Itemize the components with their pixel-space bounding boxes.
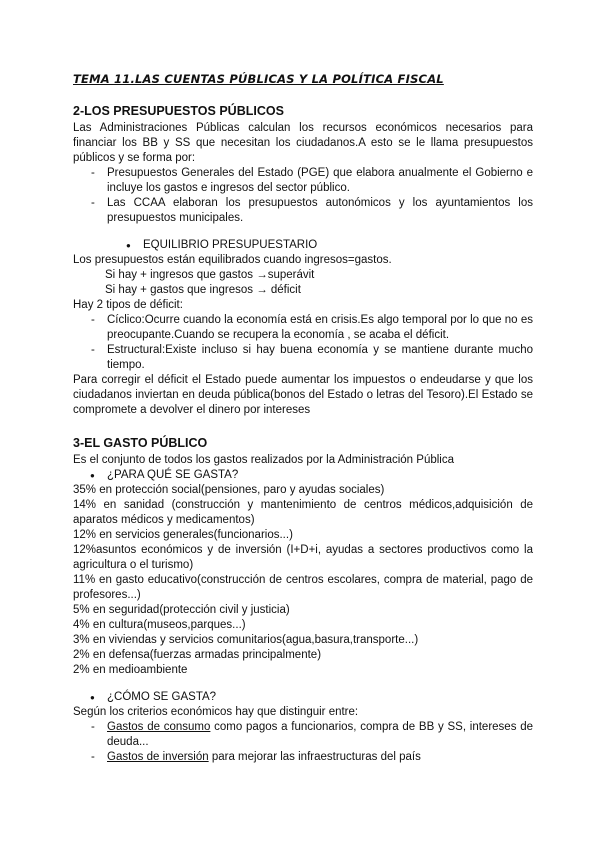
gasto-line: 2% en medioambiente [73,664,188,676]
gasto-line: 12%asuntos económicos y de inversión (I+D+i, ayudas a sectores productivos como la agricultura o el turismo) [73,544,533,571]
section-2-conclusion: Para corregir el déficit el Estado puede aumentar los impuestos o endeudarse y que los ciudadanos inviertan en deuda pública(bonos del Estado o letras del Tesoro).El Estado se compromete a devolver el dinero por intereses [73,374,533,416]
gasto-line: 12% en servicios generales(funcionarios...) [73,529,293,541]
tipos-intro: Hay 2 tipos de déficit: [73,299,183,311]
equilibrio-heading: ● EQUILIBRIO PRESUPUESTARIO [126,239,318,251]
equilibrio-text: Los presupuestos están equilibrados cuando ingresos=gastos. [73,254,392,266]
equilibrio-line: Si hay + ingresos que gastos →superávit [105,269,315,281]
list-item: - Presupuestos Generales del Estado (PGE) que elabora anualmente el Gobierno e incluye los gastos e ingresos del sector público. [91,167,533,194]
bullet-icon: ● [90,471,95,480]
section-2-intro: Las Administraciones Públicas calculan los recursos económicos necesarios para financiar los BB y SS que necesitan los ciudadanos.A esto se le llama presupuestos públicos y se forma por: [73,122,533,164]
como-intro: Según los criterios económicos hay que distinguir entre: [73,706,359,718]
para-que-heading: ● ¿PARA QUÉ SE GASTA? [90,469,239,481]
list-item: - Cíclico:Ocurre cuando la economía está en crisis.Es algo temporal por lo que no es preocupante.Cuando se recupera la economía , se acaba el déficit. [91,314,533,341]
list-item: - Gastos de consumo como pagos a funcionarios, compra de BB y SS, intereses de deuda... [91,721,533,748]
equilibrio-line: Si hay + gastos que ingresos → déficit [105,284,301,296]
gasto-line: 11% en gasto educativo(construcción de centros escolares, compra de material, pago de profesores...) [73,574,533,601]
document-title: TEMA 11.LAS CUENTAS PÚBLICAS Y LA POLÍTICA FISCAL [73,72,444,86]
gasto-line: 2% en defensa(fuerzas armadas principalmente) [73,649,322,661]
bullet-icon: ● [126,241,131,250]
term-gastos-consumo: Gastos de consumo [107,721,211,733]
gasto-line: 4% en cultura(museos,parques...) [73,619,246,631]
gasto-line: 35% en protección social(pensiones, paro y ayudas sociales) [73,484,385,496]
section-3-heading: 3-EL GASTO PÚBLICO [73,436,208,450]
list-item: - Gastos de inversión para mejorar las infraestructuras del país [91,751,421,763]
section-2-heading: 2-LOS PRESUPUESTOS PÚBLICOS [73,104,284,118]
list-item: - Las CCAA elaboran los presupuestos autonómicos y los ayuntamientos los presupuestos municipales. [91,197,533,224]
gasto-line: 3% en viviendas y servicios comunitarios(agua,basura,transporte...) [73,634,419,646]
term-gastos-inversion: Gastos de inversión [107,751,209,763]
list-item: - Estructural:Existe incluso si hay buena economía y se mantiene durante mucho tiempo. [91,344,533,371]
section-3-intro: Es el conjunto de todos los gastos realizados por la Administración Pública [73,454,454,466]
document-page [73,68,533,765]
gasto-line: 14% en sanidad (construcción y mantenimiento de centros médicos,adquisición de aparatos médicos y medicamentos) [73,499,533,526]
gasto-line: 5% en seguridad(protección civil y justicia) [73,604,290,616]
bullet-icon: ● [90,693,95,702]
como-heading: ● ¿CÓMO SE GASTA? [90,691,217,703]
